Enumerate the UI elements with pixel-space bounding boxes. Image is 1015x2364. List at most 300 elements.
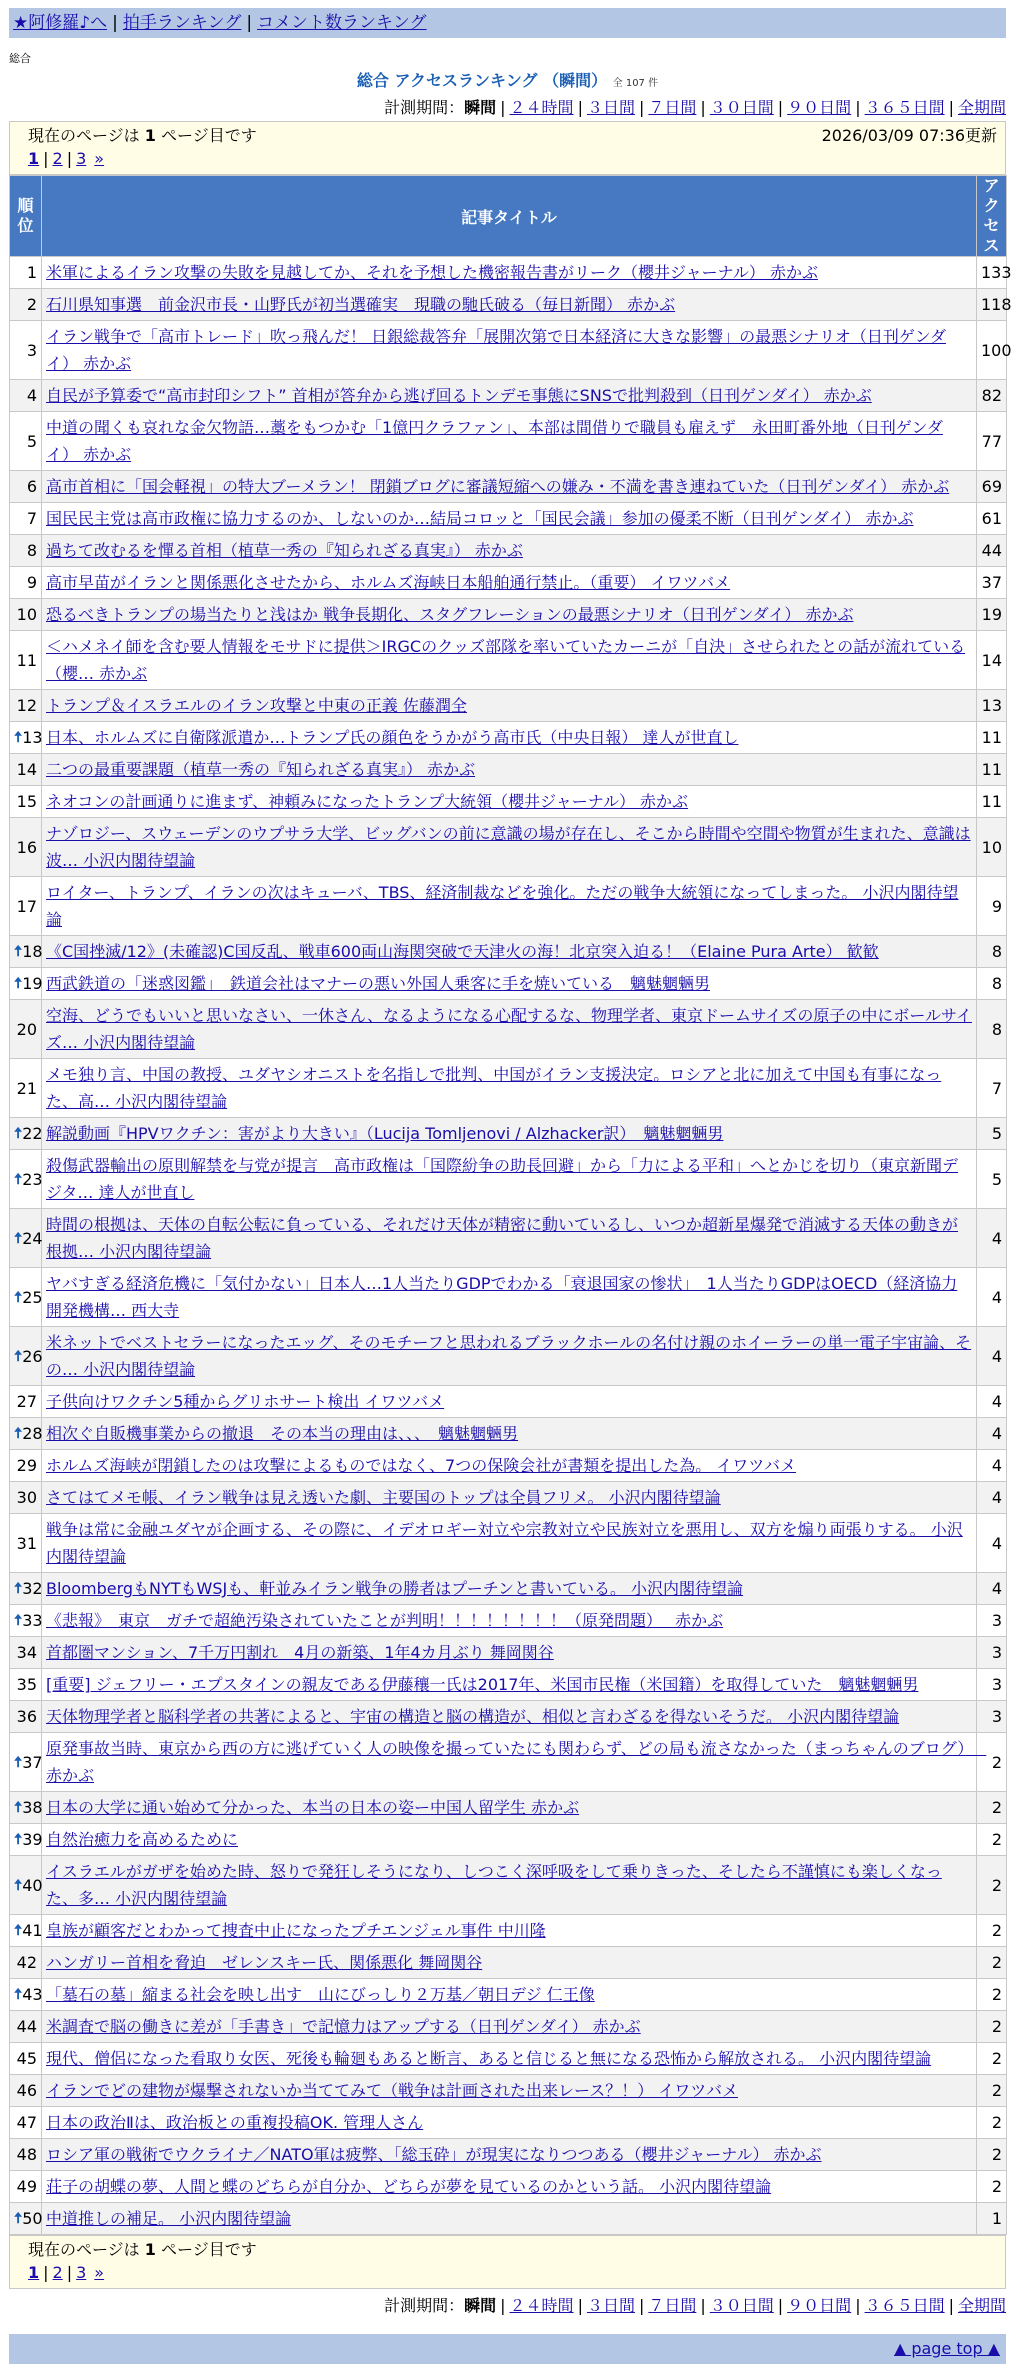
rank-number: 46: [16, 2081, 37, 2100]
article-link[interactable]: 空海、どうでもいいと思いなさい、一休さん、なるようになる心配するな、物理学者、東京ドームサイズの原子の中にボールサイズ… 小沢内閣待望論: [46, 1006, 972, 1052]
article-link[interactable]: 日本の大学に通い始めて分かった、本当の日本の姿ー中国人留学生 赤かぶ: [46, 1798, 580, 1817]
title-cell: [42, 1000, 977, 1059]
title-cell: [42, 1482, 977, 1514]
access-count: 5: [977, 1118, 1007, 1150]
rank-up-arrow-icon: 🠅: [14, 1752, 23, 1771]
access-count: 61: [977, 503, 1007, 535]
article-link[interactable]: 米軍によるイラン攻撃の失敗を見越してか、それを予想した機密報告書がリーク（櫻井ジャーナル） 赤かぶ: [46, 263, 818, 282]
rank-cell: [10, 1573, 42, 1605]
article-link[interactable]: 西武鉄道の「迷惑図鑑」 鉄道会社はマナーの悪い外国人乗客に手を焼いている 魑魅魍魎男: [46, 974, 711, 993]
article-link[interactable]: ロシア軍の戦術でウクライナ／NATO軍は疲弊、「総玉砕」が現実になりつつある（櫻井ジャーナル） 赤かぶ: [46, 2145, 822, 2164]
access-count: 5: [977, 1150, 1007, 1209]
title-cell: [42, 503, 977, 535]
table-row: [10, 1792, 1007, 1824]
article-link[interactable]: ロイター、トランプ、イランの次はキューバ、TBS、経済制裁などを強化。ただの戦争大統領になってしまった。 小沢内閣待望論: [46, 883, 959, 929]
table-row: [10, 1669, 1007, 1701]
rank-cell: [10, 1792, 42, 1824]
access-count: 69: [977, 471, 1007, 503]
access-count: 3: [977, 1637, 1007, 1669]
article-link[interactable]: 自然治癒力を高めるために: [46, 1830, 239, 1849]
table-row: [10, 289, 1007, 321]
access-count: 4: [977, 1386, 1007, 1418]
article-link[interactable]: 高市首相に「国会軽視」の特大ブーメラン！ 閉鎖ブログに審議短縮への嫌み・不満を書き連ねていた（日刊ゲンダイ） 赤かぶ: [46, 477, 950, 496]
table-row: [10, 1573, 1007, 1605]
period-label: 計測期間：: [384, 2296, 465, 2315]
separator: [86, 2263, 94, 2282]
rank-cell: [10, 1268, 42, 1327]
rank-number: 3: [26, 340, 37, 360]
rank-up-arrow-icon: 🠅: [14, 942, 23, 960]
rank-number: 19: [22, 974, 43, 993]
rank-number: 16: [16, 837, 37, 857]
access-count: 14: [977, 631, 1007, 690]
top-navigation: [9, 8, 1006, 38]
pager-panel-bottom: [9, 2235, 1006, 2289]
article-link[interactable]: 殺傷武器輸出の原則解禁を与党が提言 高市政権は「国際紛争の助長回避」から「力による平和」へとかじを切り（東京新聞デジタ… 達人が世直し: [46, 1156, 959, 1202]
article-link[interactable]: 米調査で脳の働きに差が「手書き」で記憶力はアップする（日刊ゲンダイ） 赤かぶ: [46, 2017, 641, 2036]
table-row: [10, 1209, 1007, 1268]
period-link[interactable]: ３０日間: [709, 98, 774, 117]
period-link[interactable]: ３６５日間: [864, 2296, 945, 2315]
access-count: 2: [977, 1733, 1007, 1792]
page-link[interactable]: 3: [76, 2263, 87, 2282]
article-link[interactable]: 首都圏マンション、7千万円割れ 4月の新築、1年4カ月ぶり 舞岡関谷: [46, 1643, 554, 1662]
article-link[interactable]: 天体物理学者と脳科学者の共著によると、宇宙の構造と脳の構造が、相似と言わざるを得ないそうだ。 小沢内閣待望論: [46, 1707, 900, 1726]
separator: |: [855, 98, 861, 117]
period-link[interactable]: ９０日間: [787, 2296, 852, 2315]
period-link[interactable]: ３０日間: [709, 2296, 774, 2315]
pager-status-row: [28, 124, 997, 147]
access-count: 77: [977, 412, 1007, 471]
rank-up-arrow-icon: 🠅: [14, 1921, 23, 1939]
table-row: [10, 1915, 1007, 1947]
period-link[interactable]: ７日間: [648, 98, 697, 117]
title-cell: [42, 567, 977, 599]
rank-number: 23: [22, 1169, 43, 1189]
rank-cell: [10, 1386, 42, 1418]
article-link[interactable]: 子供向けワクチン5種からグリホサート検出 イワツバメ: [46, 1392, 445, 1411]
rank-cell: [10, 503, 42, 535]
table-row: [10, 2139, 1007, 2171]
access-count: 133: [977, 257, 1007, 289]
separator: |: [500, 2296, 506, 2315]
rank-number: 39: [22, 1830, 43, 1849]
current-page-number: 1: [144, 126, 156, 145]
page-top-link[interactable]: ▲ page top ▲: [893, 2339, 1000, 2358]
title-cell: [42, 690, 977, 722]
rank-number: 25: [22, 1287, 43, 1307]
table-row: [10, 2171, 1007, 2203]
table-row: [10, 1150, 1007, 1209]
rank-number: 12: [16, 696, 37, 715]
rank-number: 43: [22, 1985, 43, 2004]
title-cell: [42, 818, 977, 877]
access-count: 8: [977, 1000, 1007, 1059]
article-link[interactable]: 国民民主党は高市政権に協力するのか、しないのか…結局コロッと「国民会議」参加の優柔不断（日刊ゲンダイ） 赤かぶ: [46, 509, 914, 528]
page-link[interactable]: 3: [76, 149, 87, 168]
access-count: 4: [977, 1482, 1007, 1514]
title-cell: [42, 2043, 977, 2075]
col-rank-header: 順位: [10, 176, 42, 257]
rank-number: 44: [16, 2017, 37, 2036]
period-link[interactable]: ３日間: [586, 2296, 635, 2315]
rank-cell: [10, 1482, 42, 1514]
rank-cell: [10, 2011, 42, 2043]
table-row: [10, 1947, 1007, 1979]
rank-up-arrow-icon: 🠅: [14, 1228, 23, 1247]
title-cell: [42, 1450, 977, 1482]
table-row: [10, 877, 1007, 936]
rank-up-arrow-icon: 🠅: [14, 2209, 23, 2227]
rank-number: 7: [26, 509, 37, 528]
rank-cell: [10, 471, 42, 503]
page-link[interactable]: 2: [52, 149, 63, 168]
rank-number: 22: [22, 1124, 43, 1143]
rank-number: 48: [16, 2145, 37, 2164]
rank-up-arrow-icon: 🠅: [14, 1169, 23, 1188]
rank-number: 29: [16, 1456, 37, 1475]
title-cell: [42, 1979, 977, 2011]
access-count: 2: [977, 1979, 1007, 2011]
article-link[interactable]: 中道推しの補足。 小沢内閣待望論: [46, 2209, 292, 2228]
ranking-table: [9, 175, 1012, 2235]
rank-cell: [10, 786, 42, 818]
page-link[interactable]: 1: [28, 149, 40, 168]
table-row: [10, 631, 1007, 690]
pager-panel: [9, 121, 1006, 175]
period-current: 瞬間: [464, 2296, 497, 2315]
article-link[interactable]: メモ独り言、中国の教授、ユダヤシオニストを名指しで批判、中国がイラン支援決定。ロシアと北に加えて中国も有事になった、高… 小沢内閣待望論: [46, 1065, 942, 1111]
article-link[interactable]: トランプ＆イスラエルのイラン攻撃と中東の正義 佐藤潤全: [46, 696, 467, 715]
rank-number: 40: [22, 1875, 43, 1895]
table-row: [10, 2075, 1007, 2107]
next-page-link[interactable]: »: [94, 149, 105, 168]
rank-cell: [10, 1000, 42, 1059]
rank-cell: [10, 1118, 42, 1150]
article-link[interactable]: ＜ハメネイ師を含む要人情報をモサドに提供＞IRGCのクッズ部隊を率いていたカーニが「自決」させられたとの話が流れている（櫻… 赤かぶ: [46, 637, 966, 683]
article-link[interactable]: 現代、僧侶になった看取り女医、死後も輪廻もあると断言、あると信じると無になる恐怖から解放される。 小沢内閣待望論: [46, 2049, 932, 2068]
rank-cell: [10, 1733, 42, 1792]
table-row: [10, 1418, 1007, 1450]
pager-status-row: [28, 2238, 997, 2261]
rank-cell: [10, 968, 42, 1000]
period-link[interactable]: ２４時間: [509, 2296, 574, 2315]
access-count: 2: [977, 2171, 1007, 2203]
period-link[interactable]: 全期間: [957, 2296, 1006, 2315]
rank-cell: [10, 2203, 42, 2235]
rank-cell: [10, 2139, 42, 2171]
article-link[interactable]: 皇族が顧客だとわかって捜査中止になったプチエンジェル事件 中川隆: [46, 1921, 546, 1940]
separator: |: [43, 149, 49, 168]
article-link[interactable]: 解説動画『HPVワクチン：害がより大きい』（Lucija Tomljenovi / Alzhacker訳） 魑魅魍魎男: [46, 1124, 724, 1143]
title-cell: [42, 599, 977, 631]
access-count: 4: [977, 1327, 1007, 1386]
table-row: [10, 936, 1007, 968]
rank-cell: [10, 818, 42, 877]
table-row: [10, 1701, 1007, 1733]
table-row: [10, 380, 1007, 412]
rank-number: 27: [16, 1392, 37, 1411]
rank-cell: [10, 289, 42, 321]
access-count: 2: [977, 1824, 1007, 1856]
article-link[interactable]: 時間の根拠は、天体の自転公転に負っている、それだけ天体が精密に動いているし、いつか超新星爆発で消滅する天体の動きが根拠… 小沢内閣待望論: [46, 1215, 959, 1261]
rank-up-arrow-icon: 🠅: [14, 1830, 23, 1848]
rank-number: 32: [22, 1579, 43, 1598]
article-link[interactable]: ハンガリー首相を脅迫 ゼレンスキー氏、関係悪化 舞岡関谷: [46, 1953, 483, 1972]
table-row: [10, 1514, 1007, 1573]
access-count: 4: [977, 1418, 1007, 1450]
separator: |: [777, 98, 784, 117]
rank-cell: [10, 2107, 42, 2139]
page-link[interactable]: 2: [52, 2263, 63, 2282]
article-link[interactable]: 高市早苗がイランと関係悪化させたから、ホルムズ海峡日本船舶通行禁止。（重要） イワツバメ: [46, 573, 731, 592]
rank-cell: [10, 2075, 42, 2107]
title-cell: [42, 1268, 977, 1327]
title-cell: [42, 1669, 977, 1701]
article-link[interactable]: ホルムズ海峡が閉鎖したのは攻撃によるものではなく、7つの保険会社が書類を提出した為。 イワツバメ: [46, 1456, 796, 1475]
separator: |: [66, 2263, 73, 2282]
rank-cell: [10, 1856, 42, 1915]
separator: |: [700, 98, 706, 117]
access-count: 2: [977, 2075, 1007, 2107]
current-page-text: [28, 124, 257, 147]
article-link[interactable]: 荘子の胡蝶の夢、人間と蝶のどちらが自分か、どちらが夢を見ているのかという話。 小沢内閣待望論: [46, 2177, 772, 2196]
rank-cell: [10, 2043, 42, 2075]
access-count: 2: [977, 2011, 1007, 2043]
separator: |: [638, 98, 645, 117]
table-row: [10, 321, 1007, 380]
article-link[interactable]: 《悲報》 東京 ガチで超絶汚染されていたことが判明！！！！！！！！（原発問題） 赤かぶ: [46, 1611, 724, 1630]
home-link[interactable]: ★阿修羅♪へ: [13, 13, 108, 33]
current-page-prefix: 現在のページは: [28, 2240, 145, 2259]
rank-cell: [10, 1450, 42, 1482]
rank-number: 8: [26, 541, 37, 560]
title-cell: [42, 1573, 977, 1605]
period-link[interactable]: ９０日間: [787, 98, 852, 117]
rank-number: 13: [22, 728, 43, 747]
table-header: [10, 176, 1007, 257]
rank-number: 26: [22, 1346, 43, 1366]
access-count: 1: [977, 2203, 1007, 2235]
rank-up-arrow-icon: 🠅: [14, 1579, 23, 1597]
table-row: [10, 1605, 1007, 1637]
title-cell: [42, 1386, 977, 1418]
table-row: [10, 1733, 1007, 1792]
table-row: [10, 412, 1007, 471]
rank-up-arrow-icon: 🠅: [14, 1124, 23, 1142]
rank-number: 42: [16, 1953, 37, 1972]
rank-number: 5: [26, 431, 37, 451]
article-link[interactable]: 石川県知事選 前金沢市長・山野氏が初当選確実 現職の馳氏破る（毎日新聞） 赤かぶ: [46, 295, 676, 314]
rank-cell: [10, 1605, 42, 1637]
rank-cell: [10, 257, 42, 289]
table-row: [10, 1000, 1007, 1059]
access-count: 2: [977, 1947, 1007, 1979]
rank-number: 1: [26, 263, 37, 282]
access-count: 2: [977, 1792, 1007, 1824]
total-count: 全 107 件: [612, 78, 659, 89]
article-link[interactable]: イスラエルがガザを始めた時、怒りで発狂しそうになり、しつこく深呼吸をして乗りきった、そしたら不謹慎にも楽しくなった、多… 小沢内閣待望論: [46, 1862, 942, 1908]
rank-up-arrow-icon: 🠅: [14, 974, 23, 992]
title-cell: [42, 412, 977, 471]
title-cell: [42, 1118, 977, 1150]
rank-cell: [10, 754, 42, 786]
rank-up-arrow-icon: 🠅: [14, 1424, 23, 1442]
article-link[interactable]: 二つの最重要課題（植草一秀の『知られざる真実』） 赤かぶ: [46, 760, 476, 779]
rank-number: 11: [16, 650, 37, 670]
access-count: 8: [977, 968, 1007, 1000]
article-link[interactable]: 《C国挫滅/12》(未確認)C国反乱、戦車600両山海関突破で天津火の海！北京突入迫る！（Elaine Pura Arte） 歓歓: [46, 942, 879, 961]
period-link[interactable]: ３６５日間: [864, 98, 945, 117]
access-count: 100: [977, 321, 1007, 380]
article-link[interactable]: 相次ぐ自販機事業からの撤退 その本当の理由は、、、 魑魅魍魎男: [46, 1424, 519, 1443]
table-row: [10, 1450, 1007, 1482]
rank-cell: [10, 1979, 42, 2011]
rank-number: 2: [26, 295, 37, 314]
article-link[interactable]: 日本の政治Ⅱは、政治板との重複投稿OK. 管理人さん: [46, 2113, 424, 2132]
rank-number: 37: [22, 1752, 43, 1772]
col-title-header: 記事タイトル: [42, 176, 977, 257]
table-row: [10, 1824, 1007, 1856]
updated-timestamp: 2026/03/09 07:36更新: [821, 126, 997, 145]
rank-cell: [10, 412, 42, 471]
table-row: [10, 722, 1007, 754]
period-link[interactable]: ７日間: [648, 2296, 697, 2315]
rank-number: 6: [26, 477, 37, 496]
access-count: 118: [977, 289, 1007, 321]
access-count: 4: [977, 1514, 1007, 1573]
article-link[interactable]: BloombergもNYTもWSJも、軒並みイラン戦争の勝者はプーチンと書いている。 小沢内閣待望論: [46, 1579, 744, 1598]
rank-number: 47: [16, 2113, 37, 2132]
article-link[interactable]: 米ネットでベストセラーになったエッグ、そのモチーフと思われるブラックホールの名付け親のホイーラーの単一電子宇宙論、その… 小沢内閣待望論: [46, 1333, 972, 1379]
table-row: [10, 599, 1007, 631]
title-cell: [42, 1327, 977, 1386]
article-link[interactable]: 戦争は常に金融ユダヤが企画する、その際に、イデオロギー対立や宗教対立や民族対立を悪用し、双方を煽り両張りする。 小沢内閣待望論: [46, 1520, 963, 1566]
rank-up-arrow-icon: 🠅: [14, 728, 23, 746]
period-selector: [9, 95, 1006, 118]
period-link[interactable]: ３日間: [586, 98, 635, 117]
article-link[interactable]: 過ちて改むるを憚る首相（植草一秀の『知られざる真実』） 赤かぶ: [46, 541, 523, 560]
article-link[interactable]: 恐るべきトランプの場当たりと浅はか 戦争長期化、スタグフレーションの最悪シナリオ（日刊ゲンダイ） 赤かぶ: [46, 605, 854, 624]
title-cell: [42, 1792, 977, 1824]
rank-number: 30: [16, 1488, 37, 1507]
page-link[interactable]: 1: [28, 2263, 40, 2282]
title-cell: [42, 936, 977, 968]
article-link[interactable]: イラン戦争で「高市トレード」吹っ飛んだ！ 日銀総裁答弁「展開次第で日本経済に大きな影響」の最悪シナリオ（日刊ゲンダイ） 赤かぶ: [46, 327, 946, 373]
article-link[interactable]: 原発事故当時、東京から西の方に逃げていく人の映像を撮っていたにも関わらず、どの局も流さなかった（まっちゃんのブログ） 赤かぶ: [46, 1739, 987, 1785]
current-page-suffix: ページ目です: [155, 2240, 257, 2259]
article-link[interactable]: 日本、ホルムズに自衛隊派遣か…トランプ氏の顔色をうかがう高市氏（中央日報） 達人が世直し: [46, 728, 739, 747]
title-cell: [42, 471, 977, 503]
access-count: 37: [977, 567, 1007, 599]
title-cell: [42, 257, 977, 289]
rank-up-arrow-icon: 🠅: [14, 1287, 23, 1306]
clap-ranking-link[interactable]: 拍手ランキング: [122, 13, 242, 33]
rank-cell: [10, 1150, 42, 1209]
period-link[interactable]: ２４時間: [509, 98, 574, 117]
access-count: 4: [977, 1450, 1007, 1482]
rank-cell: [10, 1701, 42, 1733]
rank-cell: [10, 1947, 42, 1979]
title-cell: [42, 754, 977, 786]
rank-number: 17: [16, 896, 37, 916]
access-count: 8: [977, 936, 1007, 968]
footer-bar: [9, 2334, 1006, 2364]
access-count: 9: [977, 877, 1007, 936]
table-row: [10, 471, 1007, 503]
title-cell: [42, 2203, 977, 2235]
pagination: [28, 147, 997, 171]
article-link[interactable]: ネオコンの計画通りに進まず、神頼みになったトランプ大統領（櫻井ジャーナル） 赤かぶ: [46, 792, 689, 811]
ranking-title: [9, 68, 1006, 91]
title-cell: [42, 1824, 977, 1856]
article-link[interactable]: [重要] ジェフリー・エプスタインの親友である伊藤穰一氏は2017年、米国市民権（米国籍）を取得していた 魑魅魍魎男: [46, 1675, 919, 1694]
article-link[interactable]: ヤバすぎる経済危機に「気付かない」日本人…1人当たりGDPでわかる「衰退国家の惨状」 1人当たりGDPはOECD（経済協力開発機構… 西大寺: [46, 1274, 958, 1320]
current-page-text: [28, 2238, 257, 2261]
separator: |: [577, 98, 583, 117]
article-link[interactable]: 「墓石の墓」縮まる社会を映し出す 山にびっしり２万基／朝日デジ 仁王像: [46, 1985, 595, 2004]
rank-cell: [10, 1637, 42, 1669]
rank-cell: [10, 1327, 42, 1386]
title-cell: [42, 1856, 977, 1915]
access-count: 4: [977, 1209, 1007, 1268]
current-page-suffix: ページ目です: [155, 126, 257, 145]
rank-cell: [10, 535, 42, 567]
table-row: [10, 257, 1007, 289]
rank-number: 45: [16, 2049, 37, 2068]
ranking-title-text: 総合 アクセスランキング （瞬間）: [356, 71, 608, 90]
access-count: 4: [977, 1268, 1007, 1327]
rank-cell: [10, 631, 42, 690]
article-link[interactable]: さてはてメモ帳、イラン戦争は見え透いた劇、主要国のトップは全員フリメ。 小沢内閣待望論: [46, 1488, 721, 1507]
table-row: [10, 690, 1007, 722]
separator: |: [700, 2296, 706, 2315]
title-cell: [42, 289, 977, 321]
rank-number: 21: [16, 1078, 37, 1098]
rank-cell: [10, 1824, 42, 1856]
article-link[interactable]: イランでどの建物が爆撃されないか当ててみて（戦争は計画された出来レース？！） イワツバメ: [46, 2081, 738, 2100]
access-count: 2: [977, 2107, 1007, 2139]
access-count: 2: [977, 2139, 1007, 2171]
period-link[interactable]: 全期間: [957, 98, 1006, 117]
separator: |: [855, 2296, 861, 2315]
separator: |: [577, 2296, 583, 2315]
title-cell: [42, 968, 977, 1000]
article-link[interactable]: 自民が予算委で“高市封印シフト” 首相が答弁から逃げ回るトンデモ事態にSNSで批判殺到（日刊ゲンダイ） 赤かぶ: [46, 386, 872, 405]
article-link[interactable]: 中道の聞くも哀れな金欠物語…藁をもつかむ「1億円クラファン」、本部は間借りで職員も雇えず 永田町番外地（日刊ゲンダイ） 赤かぶ: [46, 418, 943, 464]
title-cell: [42, 786, 977, 818]
rank-number: 10: [16, 605, 37, 624]
separator: |: [638, 2296, 645, 2315]
title-cell: [42, 2139, 977, 2171]
title-cell: [42, 1418, 977, 1450]
col-access-header: アクセス: [977, 176, 1007, 257]
next-page-link[interactable]: »: [94, 2263, 105, 2282]
table-row: [10, 1268, 1007, 1327]
rank-cell: [10, 2171, 42, 2203]
access-count: 2: [977, 2043, 1007, 2075]
comment-ranking-link[interactable]: コメント数ランキング: [257, 13, 427, 33]
access-count: 2: [977, 1856, 1007, 1915]
rank-cell: [10, 877, 42, 936]
table-row: [10, 567, 1007, 599]
separator: |: [43, 2263, 49, 2282]
access-count: 19: [977, 599, 1007, 631]
rank-number: 41: [22, 1921, 43, 1940]
separator: |: [66, 149, 73, 168]
article-link[interactable]: ナゾロジー、スウェーデンのウプサラ大学、ビッグバンの前に意識の場が存在し、そこから時間や空間や物質が生まれた、意識は波… 小沢内閣待望論: [46, 824, 971, 870]
table-row: [10, 1637, 1007, 1669]
